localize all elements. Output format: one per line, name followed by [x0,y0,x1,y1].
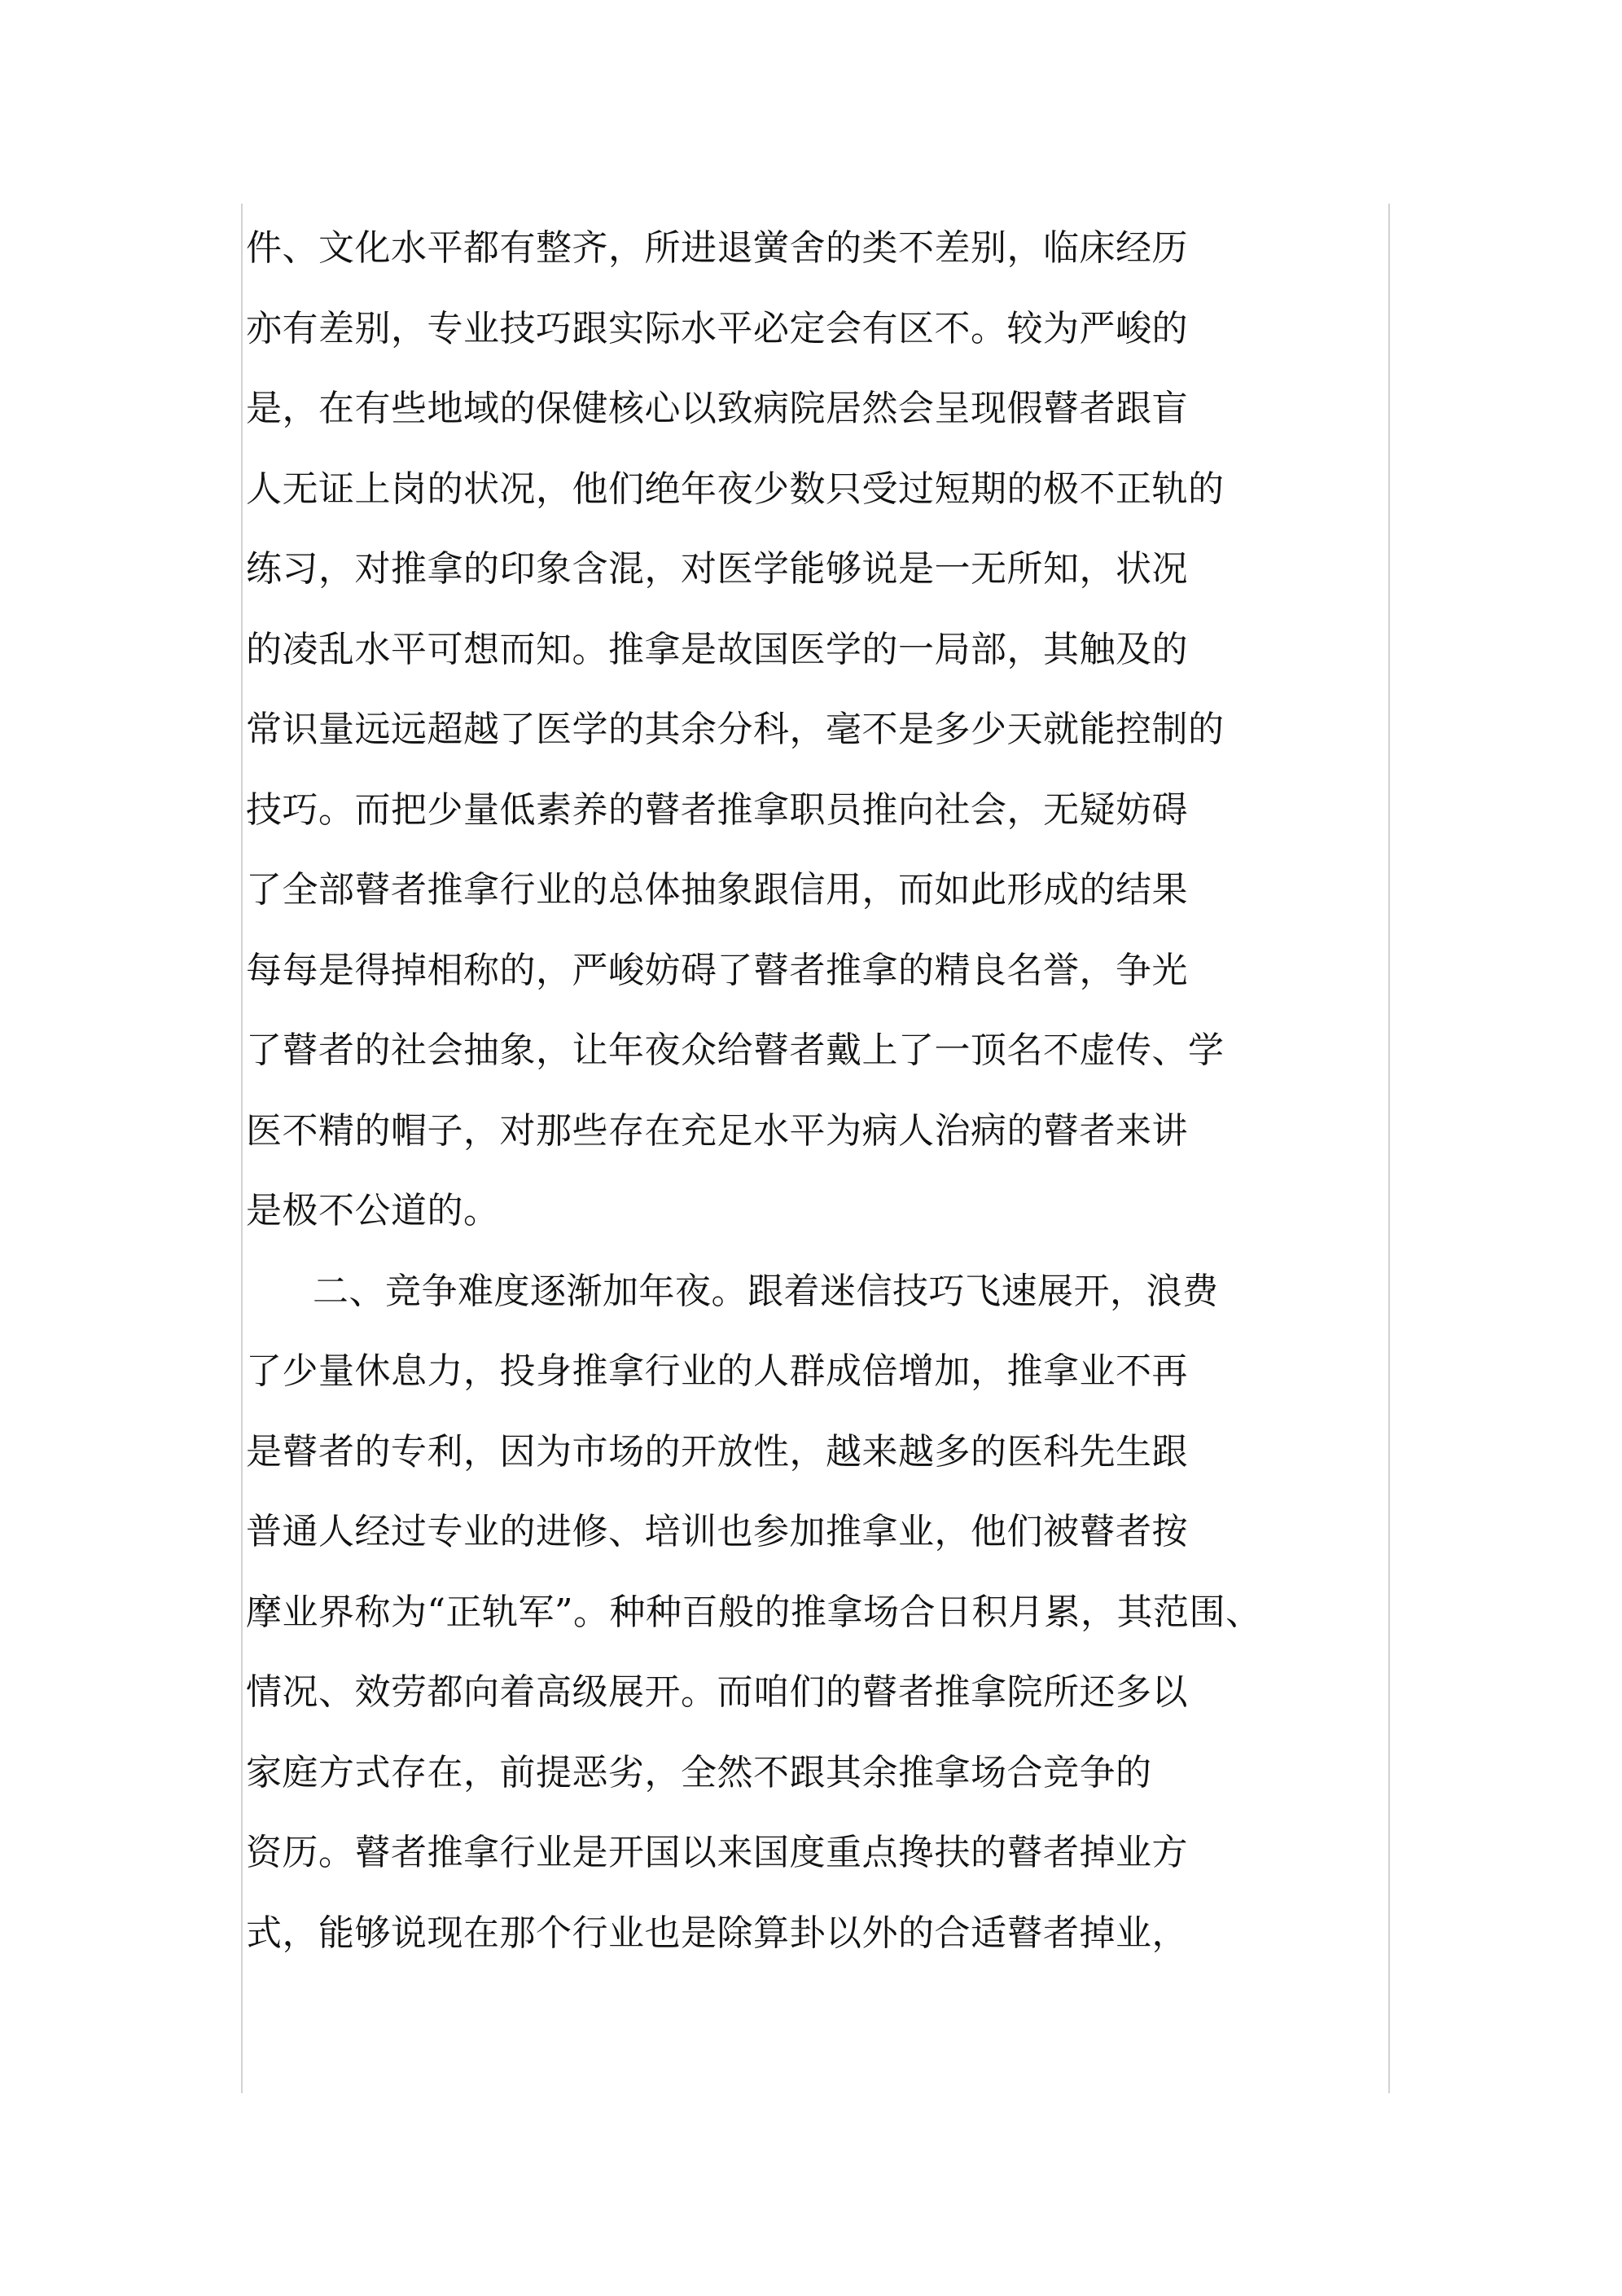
body-text [246,209,1402,1973]
text-line: 了全部瞽者推拿行业的总体抽象跟信用，而如此形成的结果 [246,869,1188,911]
text-line: 亦有差别，专业技巧跟实际水平必定会有区不。较为严峻的 [246,307,1188,349]
text-line: 了瞽者的社会抽象，让年夜众给瞽者戴上了一顶名不虚传、学 [246,1029,1225,1071]
text-line: 家庭方式存在，前提恶劣，全然不跟其余推拿场合竞争的 [246,1751,1152,1793]
text-line: 式，能够说现在那个行业也是除算卦以外的合适瞽者掉业， [246,1912,1188,1954]
left-margin-rule [241,204,243,2093]
paragraph-start-line: 二、竞争难度逐渐加年夜。跟着迷信技巧飞速展开，浪费 [313,1270,1219,1312]
text-line: 人无证上岗的状况，他们绝年夜少数只受过短期的极不正轨的 [246,468,1225,510]
text-line: 技巧。而把少量低素养的瞽者推拿职员推向社会，无疑妨碍 [246,788,1188,831]
text-line: 每每是得掉相称的，严峻妨碍了瞽者推拿的精良名誉，争光 [246,949,1188,991]
text-line: 件、文化水平都有整齐，所进退黉舍的类不差别，临床经历 [246,227,1188,269]
text-line: 是瞽者的专利，因为市场的开放性，越来越多的医科先生跟 [246,1430,1188,1473]
text-line: 是，在有些地域的保健核心以致病院居然会呈现假瞽者跟盲 [246,388,1188,429]
text-line: 是极不公道的。 [246,1190,500,1231]
text-line: 摩业界称为“正轨军”。种种百般的推拿场合日积月累，其范围、 [246,1591,1262,1633]
text-line: 资历。瞽者推拿行业是开国以来国度重点搀扶的瞽者掉业方 [246,1832,1188,1873]
text-line: 了少量休息力，投身推拿行业的人群成倍增加，推拿业不再 [246,1350,1188,1392]
text-line: 情况、效劳都向着高级展开。而咱们的瞽者推拿院所还多以 [246,1671,1188,1713]
text-line: 普通人经过专业的进修、培训也参加推拿业，他们被瞽者按 [246,1511,1188,1552]
text-line: 练习，对推拿的印象含混，对医学能够说是一无所知，状况 [246,548,1188,590]
text-line: 医不精的帽子，对那些存在充足水平为病人治病的瞽者来讲 [246,1109,1188,1152]
text-line: 的凌乱水平可想而知。推拿是故国医学的一局部，其触及的 [246,628,1188,670]
text-line: 常识量远远超越了医学的其余分科，毫不是多少天就能控制的 [246,709,1225,750]
